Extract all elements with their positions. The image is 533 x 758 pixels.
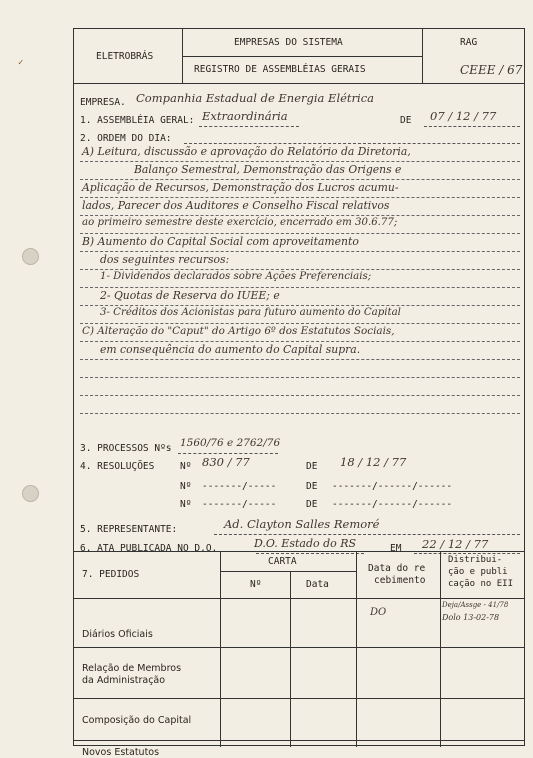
- carta-sub-rule: [220, 571, 356, 572]
- ata-date: 22 / 12 / 77: [422, 537, 489, 551]
- punch-hole-bottom: [22, 485, 39, 502]
- col-rule: [440, 551, 441, 747]
- col-data: Data: [306, 579, 329, 590]
- processos-label: 3. PROCESSOS Nºs: [80, 443, 172, 454]
- row-distribuicao-diarios-2: Dolo 13-02-78: [442, 613, 500, 622]
- punch-hole-top: [22, 248, 39, 265]
- ordem-line-rule: [80, 287, 520, 288]
- resolucao-num-label: Nº: [180, 499, 192, 510]
- ordem-line-rule: [80, 377, 520, 378]
- registration-form: [73, 28, 525, 758]
- assembleia-label: 1. ASSEMBLÉIA GERAL:: [80, 115, 195, 126]
- processos-underline: [178, 453, 278, 454]
- rag-value: CEEE / 67: [460, 63, 523, 77]
- assembleia-date-underline: [424, 126, 520, 127]
- ordem-line: Balanço Semestral, Demonstração das Origens e: [134, 163, 402, 176]
- ordem-line: lados, Parecer dos Auditores e Conselho Fiscal relativos: [82, 199, 390, 212]
- resolucao-de-label: DE: [306, 499, 318, 510]
- rag-label: RAG: [460, 37, 478, 48]
- row-recebimento-diarios: DO: [370, 607, 387, 618]
- form-header: [74, 29, 524, 84]
- assembleia-de-label: DE: [400, 115, 412, 126]
- table-header-rule: [74, 598, 524, 599]
- ordem-line: 3- Créditos dos Acionistas para futuro aumento do Capital: [100, 307, 401, 318]
- org-name: ELETROBRÁS: [96, 51, 154, 62]
- resolucao-date: 18 / 12 / 77: [340, 455, 407, 469]
- col-rule: [220, 551, 221, 747]
- resolucao-date: -------/------/------: [332, 481, 453, 492]
- ordem-label-underline: [184, 143, 520, 144]
- ordem-line: ao primeiro semestre deste exercício, encerrado em 30.6.77;: [82, 217, 398, 228]
- representante-value: Ad. Clayton Salles Remoré: [224, 517, 380, 531]
- ordem-line-rule: [80, 251, 520, 252]
- col-pedidos: 7. PEDIDOS: [82, 569, 140, 580]
- row-label-estatutos: Novos Estatutos: [82, 747, 160, 758]
- resolucao-de-label: DE: [306, 461, 318, 472]
- ordem-line: A) Leitura, discussão e aprovação do Relatório da Diretoria,: [82, 145, 411, 158]
- assembleia-date: 07 / 12 / 77: [430, 109, 497, 123]
- col-distribuicao-3: cação no EII: [448, 579, 514, 589]
- ata-do-value: D.O. Estado do RS: [254, 537, 357, 550]
- resolucao-de-label: DE: [306, 481, 318, 492]
- resolucao-num-label: Nº: [180, 461, 192, 472]
- ordem-line-rule: [80, 197, 520, 198]
- assembleia-underline: [199, 126, 299, 127]
- resolucao-num: -------/-----: [202, 499, 277, 510]
- ordem-line-rule: [80, 323, 520, 324]
- empresa-label: EMPRESA.: [80, 97, 126, 108]
- row-rule: [74, 698, 524, 699]
- ata-label: 6. ATA PUBLICADA NO D.O.: [80, 543, 218, 554]
- ata-do-underline: [256, 553, 364, 554]
- ordem-line-rule: [80, 359, 520, 360]
- title-cell: [182, 29, 423, 83]
- resolucao-num: 830 / 77: [202, 455, 250, 469]
- col-carta: CARTA: [268, 556, 297, 567]
- resolucoes-label: 4. RESOLUÇÕES: [80, 461, 155, 472]
- processos-value: 1560/76 e 2762/76: [180, 437, 281, 449]
- row-distribuicao-diarios-1: Deja/Assge - 41/78: [442, 601, 509, 609]
- ordem-line-rule: [80, 233, 520, 234]
- ordem-label: 2. ORDEM DO DIA:: [80, 133, 172, 144]
- ordem-line-rule: [80, 341, 520, 342]
- org-cell: [74, 29, 183, 83]
- ordem-line-rule: [80, 413, 520, 414]
- col-distribuicao-1: Distribui-: [448, 555, 503, 565]
- resolucao-num-label: Nº: [180, 481, 192, 492]
- ordem-line: em consequência do aumento do Capital supra.: [100, 343, 361, 356]
- rag-cell: [422, 29, 524, 83]
- title-top-row: [182, 29, 422, 57]
- resolucao-date: -------/------/------: [332, 499, 453, 510]
- table-top-rule: [74, 551, 524, 552]
- row-label-capital: Composição do Capital: [82, 715, 192, 726]
- ata-date-underline: [414, 553, 520, 554]
- ordem-line-rule: [80, 215, 520, 216]
- row-label-membros: Relação de Membros da Administração: [82, 663, 182, 686]
- row-rule: [74, 740, 524, 741]
- ordem-line-rule: [80, 395, 520, 396]
- col-rule: [356, 551, 357, 747]
- resolucao-num: -------/-----: [202, 481, 277, 492]
- ordem-line: C) Alteração do "Caput" do Artigo 6º dos Estatutos Sociais,: [82, 325, 395, 337]
- ordem-line: dos seguintes recursos:: [100, 253, 230, 266]
- ordem-line: Aplicação de Recursos, Demonstração dos Lucros acumu-: [82, 181, 399, 194]
- ata-em-label: EM: [390, 543, 402, 554]
- row-label-diarios: Diários Oficiais: [82, 629, 153, 640]
- ordem-line: 2- Quotas de Reserva do IUEE; e: [100, 289, 280, 302]
- empresa-value: Companhia Estadual de Energia Elétrica: [136, 91, 375, 105]
- ordem-line-rule: [80, 179, 520, 180]
- col-recebimento-2: cebimento: [374, 575, 426, 586]
- margin-mark: ✓: [18, 58, 24, 68]
- col-rule: [290, 571, 291, 747]
- title-bottom: REGISTRO DE ASSEMBLÉIAS GERAIS: [194, 64, 366, 75]
- title-top: EMPRESAS DO SISTEMA: [234, 37, 343, 48]
- ordem-line-rule: [80, 269, 520, 270]
- row-rule: [74, 647, 524, 648]
- assembleia-value: Extraordinária: [202, 109, 288, 123]
- ordem-line: B) Aumento do Capital Social com aproveitamento: [82, 235, 359, 248]
- col-distribuicao-2: ção e publi: [448, 567, 508, 577]
- title-bottom-row: [182, 56, 422, 83]
- ordem-line: 1- Dividendos declarados sobre Ações Preferenciais;: [100, 271, 372, 282]
- col-recebimento-1: Data do re: [368, 563, 426, 574]
- representante-label: 5. REPRESENTANTE:: [80, 524, 178, 535]
- ordem-line-rule: [80, 305, 520, 306]
- col-num: Nº: [250, 579, 262, 590]
- representante-underline: [214, 534, 520, 535]
- ordem-line-rule: [80, 161, 520, 162]
